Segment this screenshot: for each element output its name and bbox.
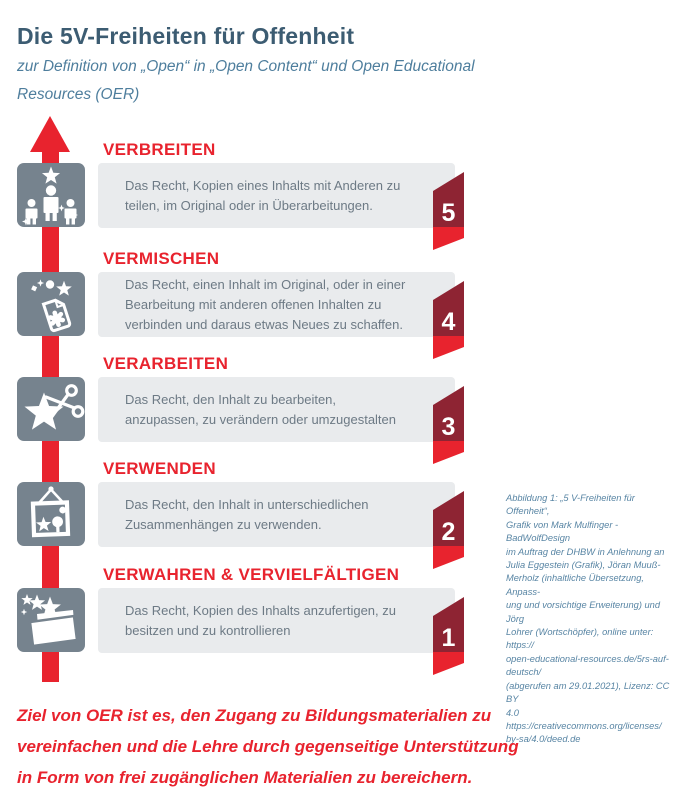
section-vermischen — [0, 249, 673, 337]
rank-ribbon — [433, 491, 464, 569]
people-sharing-icon — [17, 163, 85, 227]
caption-line: Lohrer (Wortschöpfer), online unter: https:// — [506, 627, 654, 651]
section-description-text: Das Recht, den Inhalt in unterschiedlichen Zusammenhängen zu verwenden. — [125, 496, 369, 532]
section-verbreiten — [0, 140, 673, 228]
section-description-text: Das Recht, den Inhalt zu bearbeiten, anzupassen, zu verändern oder umzugestalten — [125, 391, 397, 427]
rank-number: 2 — [441, 518, 456, 546]
section-title: VERBREITEN — [103, 140, 216, 159]
section-verarbeiten — [0, 354, 673, 442]
caption-line: Abbildung 1: „5 V-Freiheiten für Offenheit“, — [506, 493, 635, 517]
section-title: VERMISCHEN — [103, 249, 220, 268]
source-caption — [506, 492, 672, 747]
section-description-box — [98, 482, 455, 547]
page-subtitle — [17, 53, 475, 109]
section-title: VERWENDEN — [103, 459, 216, 478]
caption-line: by-sa/4.0/deed.de — [506, 734, 581, 745]
caption-line: im Auftrag der DHBW in Anlehnung an — [506, 546, 665, 557]
open-folder-stars-icon — [17, 588, 85, 652]
section-description-box — [98, 163, 455, 228]
section-description-box — [98, 377, 455, 442]
scissors-star-icon — [17, 377, 85, 441]
rank-ribbon — [433, 172, 464, 250]
upward-arrow-head — [28, 114, 72, 154]
caption-line: Grafik von Mark Mulfinger - BadWolfDesign — [506, 519, 619, 544]
caption-line: (abgerufen am 29.01.2021), Lizenz: CC BY — [506, 680, 670, 705]
section-description-text: Das Recht, Kopien eines Inhalts mit Anderen zu teilen, im Original oder in Überarbeitungen. — [125, 177, 401, 213]
picture-frame-icon — [17, 482, 85, 546]
section-description-box — [98, 272, 455, 337]
rank-number: 4 — [441, 308, 456, 336]
section-description-text: Das Recht, Kopien des Inhalts anzufertigen, zu besitzen und zu kontrollieren — [125, 602, 396, 638]
section-title: VERWAHREN & VERVIELFÄLTIGEN — [103, 565, 400, 584]
section-description-box — [98, 588, 455, 653]
caption-line: Julia Eggestein (Grafik), Jöran Muuß- — [506, 560, 661, 571]
caption-line: ung und vorsichtige Erweiterung) und Jörg — [506, 600, 661, 624]
caption-line: 4.0 https://creativecommons.org/licenses/ — [506, 707, 662, 731]
rank-ribbon — [433, 281, 464, 359]
footer-line: in Form von frei zugänglichen Materialien zu bereichern. — [17, 768, 473, 787]
caption-line: deutsch/ — [506, 667, 542, 678]
section-description-text: Das Recht, einen Inhalt im Original, oder in einer Bearbeitung mit anderen offenen Inhalten zu verbinden und daraus etwas Neues zu schaffen. — [125, 276, 406, 332]
rank-ribbon — [433, 597, 464, 675]
caption-line: open-educational-resources.de/5rs-auf- — [506, 653, 669, 664]
subtitle-line: Resources (OER) — [17, 86, 140, 103]
page-title: Die 5V-Freiheiten für Offenheit — [17, 23, 355, 50]
rank-number: 1 — [441, 624, 456, 652]
footer-line: Ziel von OER ist es, den Zugang zu Bildungsmaterialien zu — [17, 706, 492, 725]
rank-ribbon — [433, 386, 464, 464]
rank-number: 5 — [441, 199, 456, 227]
subtitle-line: zur Definition von „Open“ in „Open Content“ und Open Educational — [17, 58, 475, 75]
section-title: VERARBEITEN — [103, 354, 229, 373]
caption-line: Merholz (inhaltliche Übersetzung, Anpass- — [506, 573, 644, 597]
rank-number: 3 — [441, 413, 456, 441]
footer-line: vereinfachen und die Lehre durch gegenseitige Unterstützung — [17, 737, 519, 756]
oer-goal-statement — [17, 700, 519, 793]
remix-document-icon — [17, 272, 85, 336]
